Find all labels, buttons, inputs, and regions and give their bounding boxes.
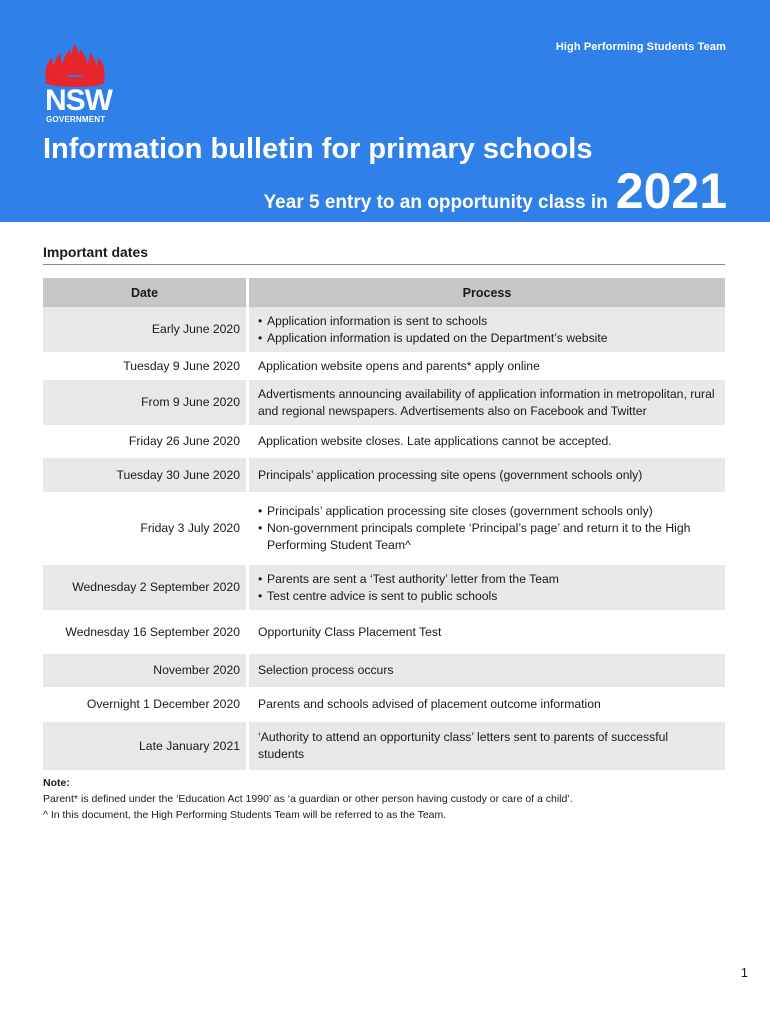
table-header-row bbox=[43, 278, 725, 307]
process-cell bbox=[248, 492, 726, 565]
note-heading: Note: bbox=[43, 777, 70, 789]
note-section bbox=[43, 775, 733, 823]
process-cell bbox=[248, 307, 726, 352]
process-list-item: • Application information is updated on the Department’s website bbox=[258, 330, 717, 347]
date-cell: Early June 2020 bbox=[43, 307, 248, 352]
process-cell: Application website closes. Late applications cannot be accepted. bbox=[258, 434, 612, 448]
date-cell: Overnight 1 December 2020 bbox=[43, 687, 248, 722]
table-row bbox=[43, 610, 725, 654]
table-row bbox=[43, 722, 725, 770]
process-list bbox=[258, 313, 717, 347]
nsw-government-logo bbox=[40, 42, 130, 126]
process-list bbox=[258, 571, 717, 605]
process-list bbox=[258, 503, 717, 554]
subtitle-text: Year 5 entry to an opportunity class in bbox=[263, 192, 608, 213]
date-cell: From 9 June 2020 bbox=[43, 380, 248, 425]
date-column-header: Date bbox=[43, 278, 248, 307]
subtitle-year: 2021 bbox=[615, 163, 727, 219]
table-row bbox=[43, 565, 725, 610]
process-cell: Principals’ application processing site opens (government schools only) bbox=[248, 458, 726, 492]
process-cell: Application website opens and parents* apply online bbox=[258, 358, 540, 373]
table-row bbox=[43, 425, 725, 458]
process-cell: Opportunity Class Placement Test bbox=[258, 624, 442, 639]
table-row bbox=[43, 654, 725, 687]
waratah-icon bbox=[40, 42, 110, 88]
team-name: High Performing Students Team bbox=[555, 41, 726, 53]
header-banner bbox=[0, 0, 770, 222]
date-cell: Tuesday 9 June 2020 bbox=[43, 352, 248, 380]
table-row bbox=[43, 687, 725, 722]
date-cell: Late January 2021 bbox=[43, 722, 248, 770]
table-row bbox=[43, 380, 725, 425]
date-cell: Wednesday 16 September 2020 bbox=[43, 610, 248, 654]
process-cell: Selection process occurs bbox=[248, 654, 726, 687]
process-cell: Advertisments announcing availability of application information in metropolitan, rural and regional newspapers. Advertisements also on Facebook and Twitter bbox=[248, 380, 726, 425]
date-cell: Tuesday 30 June 2020 bbox=[43, 458, 248, 492]
process-list-item: • Parents are sent a ‘Test authority’ letter from the Team bbox=[258, 571, 717, 588]
table-row bbox=[43, 307, 725, 352]
page-number: 1 bbox=[740, 965, 748, 980]
date-cell: November 2020 bbox=[43, 654, 248, 687]
process-list-item: • Principals’ application processing site closes (government schools only) bbox=[258, 503, 717, 520]
process-cell: Parents and schools advised of placement outcome information bbox=[258, 697, 601, 711]
process-column-header: Process bbox=[248, 278, 726, 307]
process-cell: ‘Authority to attend an opportunity class’ letters sent to parents of successful students bbox=[248, 722, 726, 770]
table-row bbox=[43, 458, 725, 492]
process-cell bbox=[248, 565, 726, 610]
date-cell: Friday 26 June 2020 bbox=[43, 425, 248, 458]
page-subtitle bbox=[263, 163, 727, 219]
note-line: ^ In this document, the High Performing Students Team will be referred to as the Team. bbox=[43, 809, 447, 821]
logo-government-text: GOVERNMENT bbox=[46, 115, 106, 124]
important-dates-table bbox=[43, 278, 725, 770]
date-cell: Friday 3 July 2020 bbox=[43, 492, 248, 565]
table-row bbox=[43, 492, 725, 565]
date-cell: Wednesday 2 September 2020 bbox=[43, 565, 248, 610]
process-list-item: • Non-government principals complete ‘Principal’s page’ and return it to the High Performing Student Team^ bbox=[258, 520, 717, 554]
process-list-item: • Application information is sent to schools bbox=[258, 313, 717, 330]
table-row bbox=[43, 352, 725, 380]
important-dates-heading: Important dates bbox=[43, 244, 725, 265]
page-title: Information bulletin for primary schools bbox=[43, 133, 593, 165]
logo-nsw-text: NSW bbox=[45, 84, 112, 117]
note-line: Parent* is defined under the ‘Education Act 1990’ as ‘a guardian or other person having custody or care of a child’. bbox=[43, 793, 573, 805]
process-list-item: • Test centre advice is sent to public schools bbox=[258, 588, 717, 605]
